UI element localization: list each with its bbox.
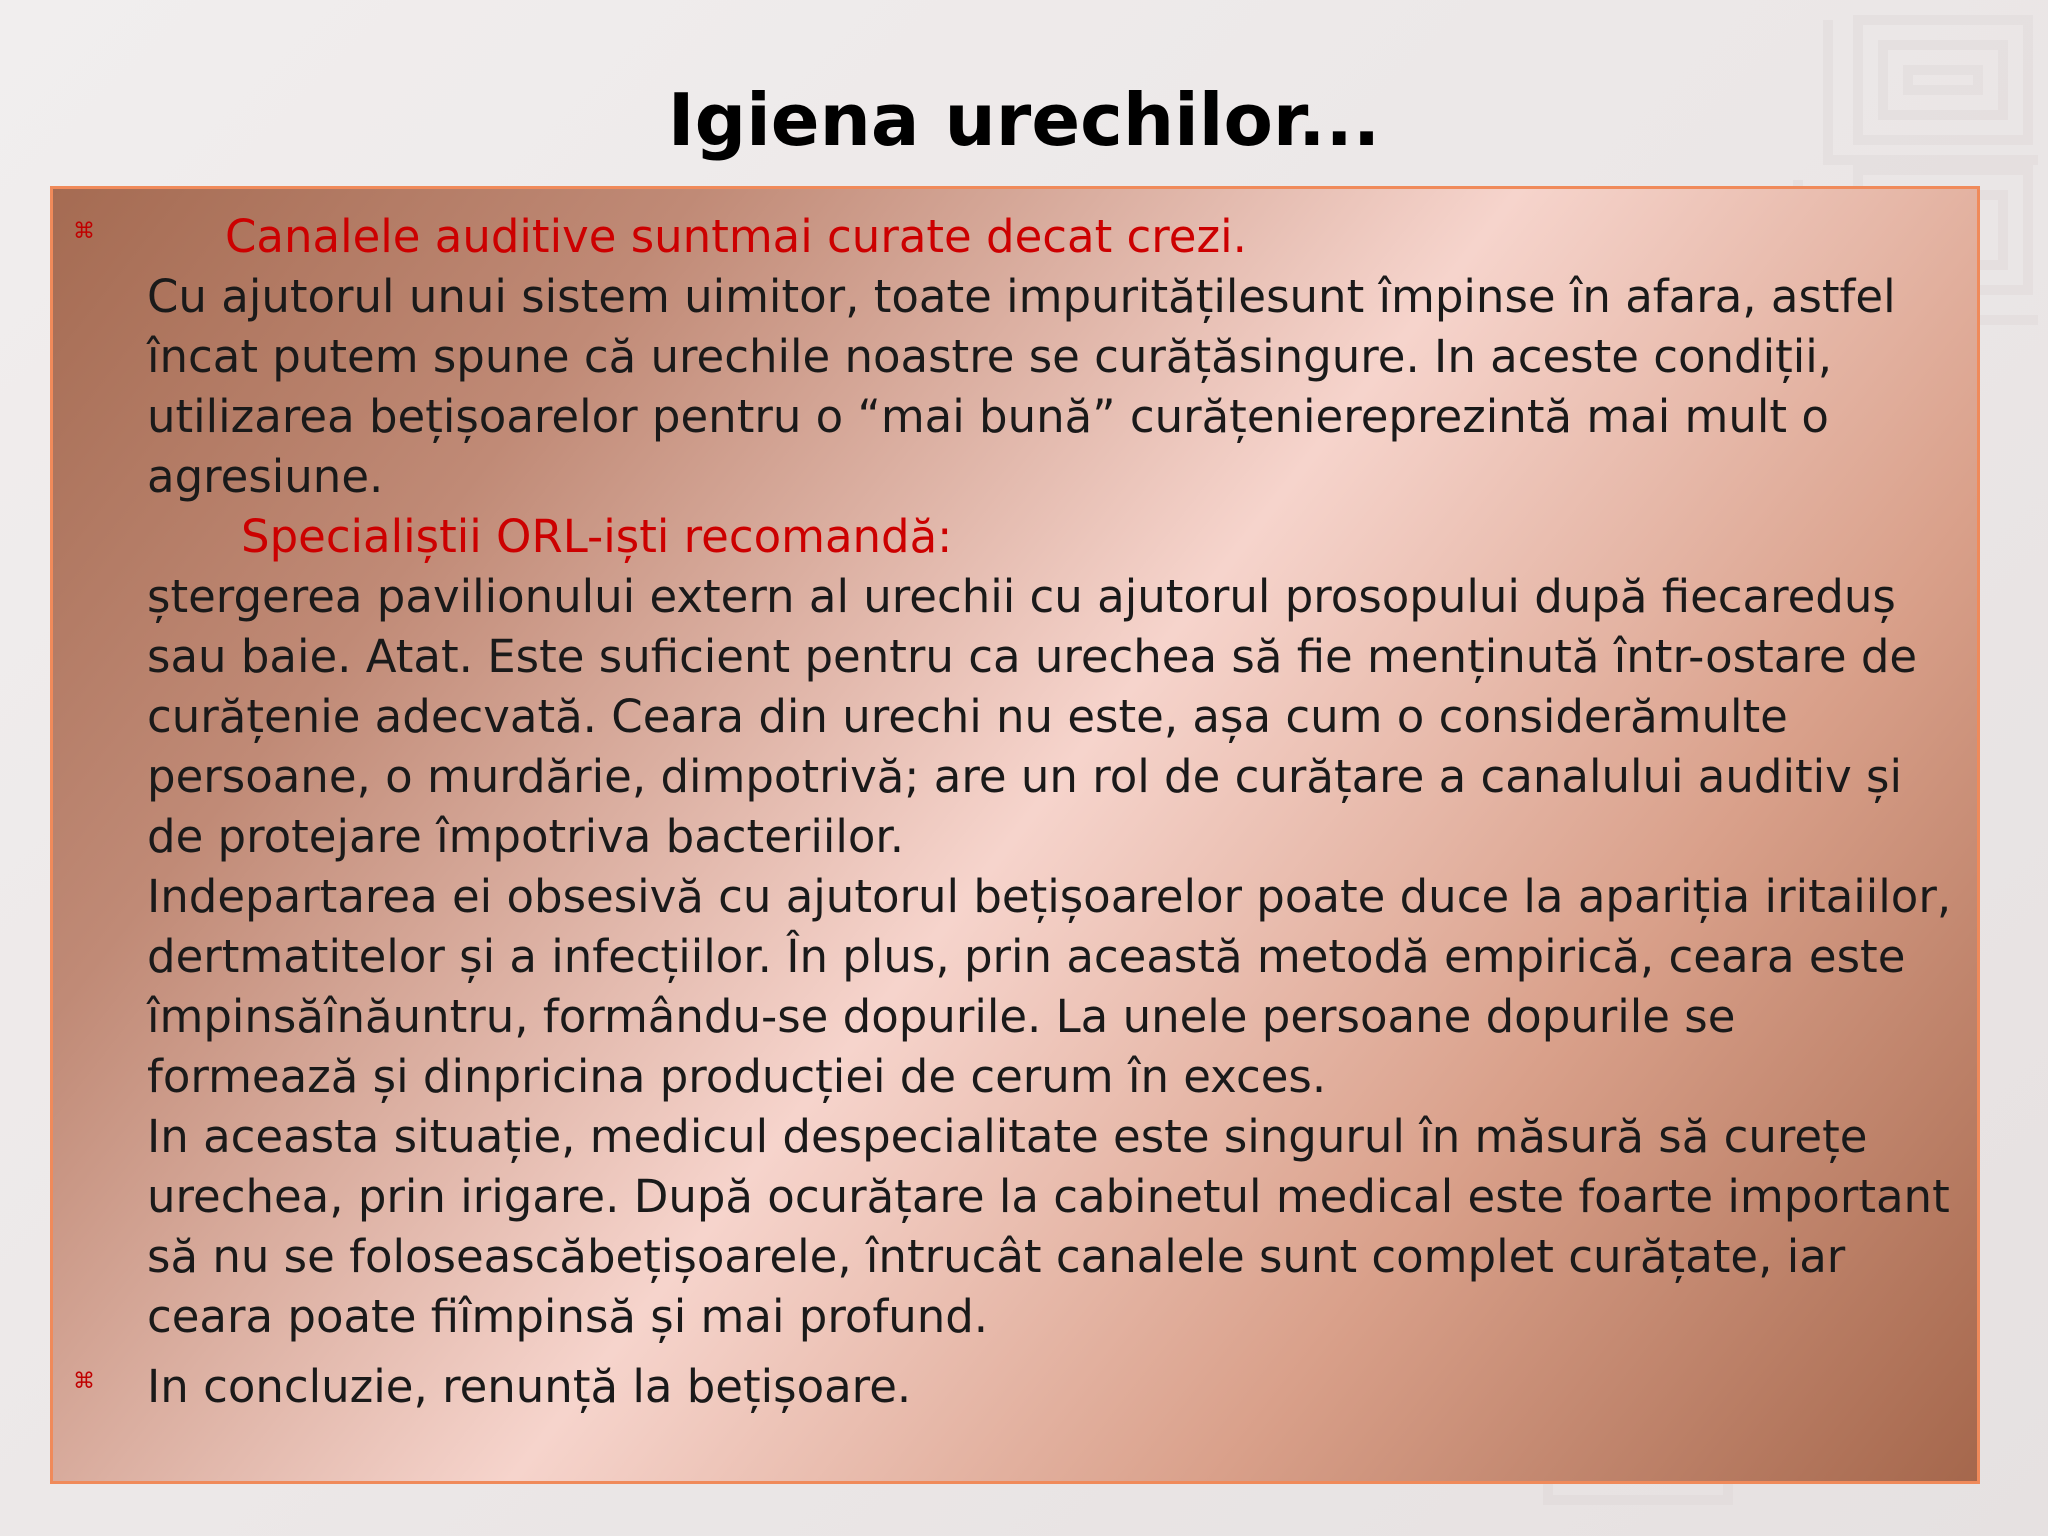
content-box [50,186,1980,1484]
recommend-heading: Specialiștii ORL-iști recomandă: [241,510,953,563]
doctor-paragraph: In aceasta situație, medicul despecialitate este singurul în măsură să curețe urechea, prin irigare. După ocurățare la cabinetul medical este foarte important să nu se foloseascăbețișoarele, întrucât canalele sunt complet curățate, iar ceara poate fiîmpinsă și mai profund. [147,1110,1950,1343]
bullet-icon: ⌘ [73,1369,95,1394]
intro-paragraph: Cu ajutorul unui sistem uimitor, toate impuritățilesunt împinse în afara, astfel încat putem spune că urechile noastre se curățăsingure. In aceste condiții, utilizarea bețișoarelor pentru o “mai bună” curățeniereprezintă mai mult o agresiune. [147,270,1896,503]
conclusion-text: In concluzie, renunță la bețișoare. [147,1360,912,1413]
intro-heading: Canalele auditive suntmai curate decat crezi. [225,210,1247,263]
slide-title: Igiena urechilor... [667,78,1381,162]
bullet-icon: ⌘ [73,219,95,244]
removal-paragraph: Indepartarea ei obsesivă cu ajutorul bețișoarelor poate duce la apariția iritaiilor, dertmatitelor și a infecțiilor. În plus, prin această metodă empirică, ceara este împinsăînăuntru, formându-se dopurile. La unele persoane dopurile se formează și dinpricina producției de cerum în exces. [147,870,1952,1103]
recommend-paragraph: ștergerea pavilionului extern al urechii cu ajutorul prosopului după fiecareduș sau baie. Atat. Este suficient pentru ca urechea să fie menținută într-ostare de curățenie adecvată. Ceara din urechi nu este, așa cum o considerămulte persoane, o murdărie, dimpotrivă; are un rol de curățare a canalului auditiv și de protejare împotriva bacteriilor. [147,570,1918,863]
